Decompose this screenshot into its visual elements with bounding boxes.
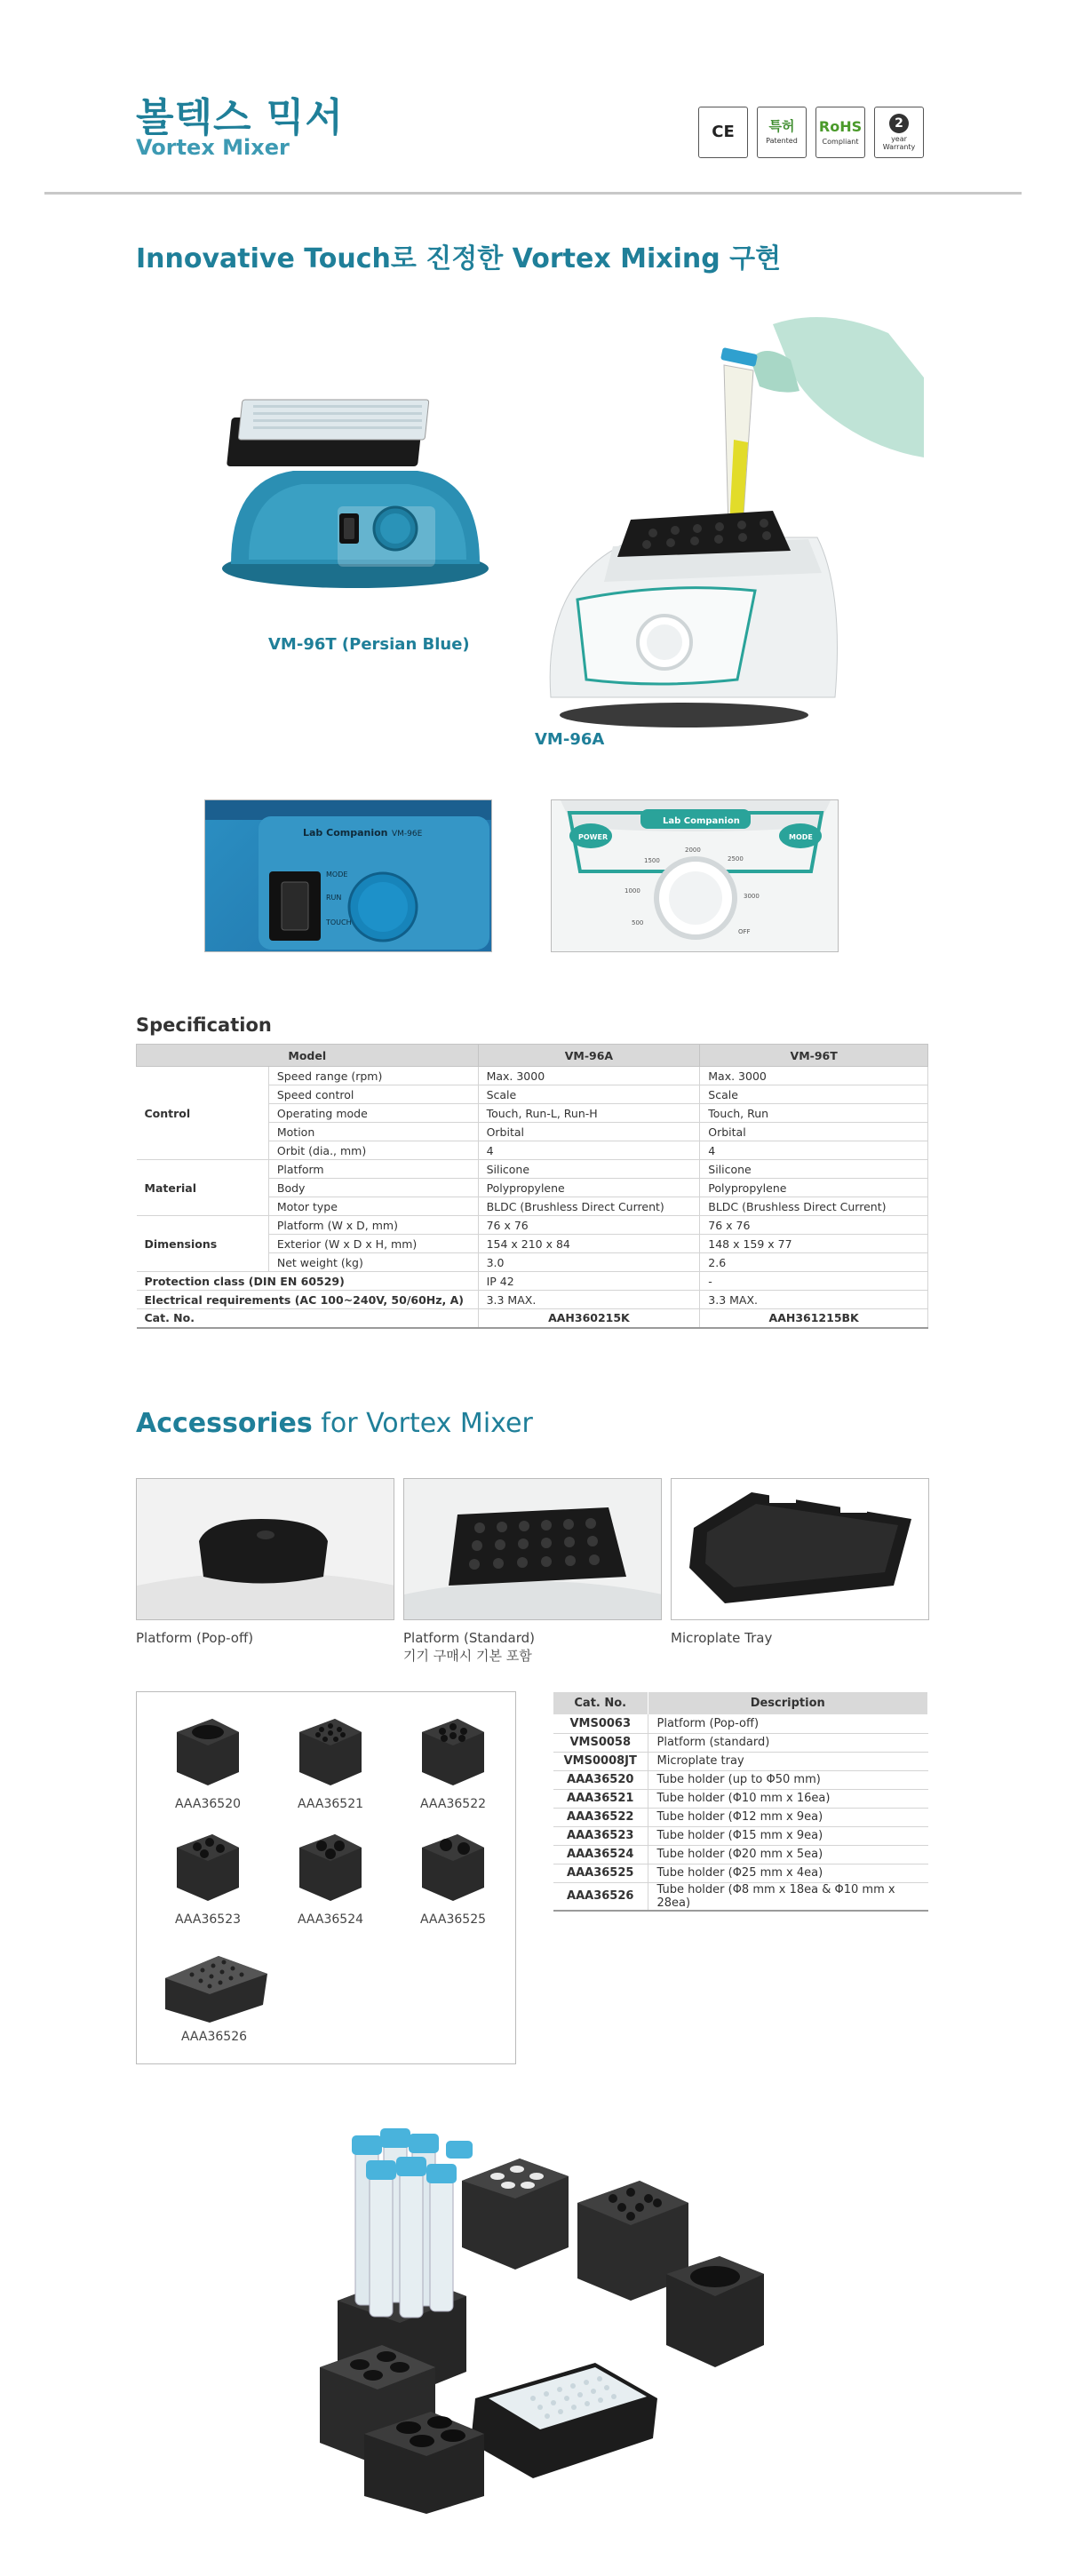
holder-group-photo — [311, 2096, 808, 2514]
dial-tick-3000: 3000 — [744, 893, 760, 900]
patented-badge-sub: Patented — [766, 137, 798, 145]
spec-cell: 4 — [478, 1141, 700, 1160]
accessories-title-bold: Accessories — [136, 1408, 313, 1439]
vm96t-label: VM-96T (Persian Blue) — [268, 635, 470, 654]
spec-cell: Exterior (W x D x H, mm) — [268, 1235, 478, 1253]
table-row — [553, 1733, 928, 1752]
table-row — [553, 1864, 928, 1882]
spec-cell: Orbital — [478, 1123, 700, 1141]
dial-tick-2000: 2000 — [685, 847, 701, 854]
spec-cell: 154 x 210 x 84 — [478, 1235, 700, 1253]
warranty-badge — [874, 107, 924, 158]
spec-cell: Platform (W x D, mm) — [268, 1216, 478, 1235]
warranty-badge-sub: year Warranty — [882, 135, 916, 151]
spec-cell: Touch, Run — [700, 1104, 928, 1123]
table-row — [553, 1789, 928, 1808]
spec-electrical-label: Electrical requirements (AC 100~240V, 50/60Hz, A) — [137, 1291, 479, 1309]
holder-label-aaa36521: AAA36521 — [297, 1797, 364, 1811]
cat-desc: Tube holder (Φ10 mm x 16ea) — [648, 1789, 928, 1808]
table-row — [553, 1714, 928, 1733]
cat-no: AAA36521 — [553, 1789, 648, 1808]
spec-cell: 2.6 — [700, 1253, 928, 1272]
table-row — [553, 1808, 928, 1826]
accessory-caption-standard: Platform (Standard) — [403, 1630, 535, 1646]
spec-cell: Speed range (rpm) — [268, 1067, 478, 1085]
spec-cell: Touch, Run-L, Run-H — [478, 1104, 700, 1123]
spec-cell: Scale — [700, 1085, 928, 1104]
cat-no: AAA36524 — [553, 1845, 648, 1864]
certification-badges — [698, 107, 924, 158]
microplate-tray-illustration — [672, 1479, 929, 1620]
detail-brand-text: Lab Companion — [303, 827, 388, 839]
panel-brand-text: Lab Companion — [663, 816, 740, 826]
cat-no: AAA36526 — [553, 1882, 648, 1911]
cat-no: AAA36520 — [553, 1770, 648, 1789]
cat-desc: Platform (Pop-off) — [648, 1714, 928, 1733]
accessory-note-standard: 기기 구매시 기본 포함 — [403, 1648, 532, 1664]
spec-cell: Silicone — [700, 1160, 928, 1179]
spec-cell: Scale — [478, 1085, 700, 1104]
table-row — [137, 1309, 928, 1328]
switch-label-mode: MODE — [326, 871, 348, 879]
spec-title: Specification — [136, 1014, 272, 1036]
spec-cell: BLDC (Brushless Direct Current) — [700, 1197, 928, 1216]
spec-cell: BLDC (Brushless Direct Current) — [478, 1197, 700, 1216]
spec-catno-vm96t: AAH361215BK — [700, 1309, 928, 1328]
headline: Innovative Touch로 진정한 Vortex Mixing 구현 — [136, 243, 782, 274]
standard-platform-illustration — [404, 1479, 662, 1620]
accessory-image-standard — [403, 1478, 662, 1620]
cat-header-no: Cat. No. — [553, 1692, 648, 1714]
holder-image-aaa36524 — [286, 1825, 375, 1905]
warranty-badge-years: 2 — [889, 114, 909, 133]
cat-header-desc: Description — [648, 1692, 928, 1714]
spec-cell: Motor type — [268, 1197, 478, 1216]
panel-mode-label: MODE — [789, 833, 813, 841]
rohs-badge-sub: Compliant — [822, 137, 859, 146]
spec-catno-label: Cat. No. — [137, 1309, 479, 1328]
dial-tick-1500: 1500 — [644, 857, 660, 864]
spec-cell: 3.0 — [478, 1253, 700, 1272]
cat-desc: Tube holder (Φ8 mm x 18ea & Φ10 mm x 28ea) — [648, 1882, 928, 1911]
spec-cell: Orbital — [700, 1123, 928, 1141]
rohs-badge-main: RoHS — [818, 117, 863, 135]
spec-table — [136, 1044, 928, 1329]
spec-cell: Net weight (kg) — [268, 1253, 478, 1272]
accessory-image-popoff — [136, 1478, 394, 1620]
page-title-english: Vortex Mixer — [136, 135, 290, 160]
vm96t-detail-photo — [204, 799, 492, 952]
spec-cell: Platform — [268, 1160, 478, 1179]
holder-image-aaa36526 — [156, 1943, 272, 2027]
table-row — [137, 1216, 928, 1235]
holder-label-aaa36524: AAA36524 — [297, 1912, 364, 1927]
holder-image-aaa36522 — [409, 1710, 497, 1790]
cat-no: VMS0058 — [553, 1733, 648, 1752]
spec-cell: - — [700, 1272, 928, 1291]
cat-desc: Tube holder (Φ20 mm x 5ea) — [648, 1845, 928, 1864]
accessory-caption-tray: Microplate Tray — [671, 1630, 773, 1646]
spec-cell: IP 42 — [478, 1272, 700, 1291]
accessory-caption-popoff: Platform (Pop-off) — [136, 1630, 254, 1646]
dial-tick-1000: 1000 — [624, 887, 640, 894]
spec-cell: 76 x 76 — [478, 1216, 700, 1235]
spec-group-material: Material — [137, 1160, 269, 1216]
table-row — [553, 1752, 928, 1770]
ce-badge — [698, 107, 748, 158]
spec-cell: 76 x 76 — [700, 1216, 928, 1235]
popoff-platform-illustration — [137, 1479, 394, 1620]
patented-badge-main: 특허 — [768, 118, 795, 134]
holder-label-aaa36525: AAA36525 — [419, 1912, 487, 1927]
table-row — [553, 1770, 928, 1789]
spec-cell: Max. 3000 — [700, 1067, 928, 1085]
cat-no: AAA36523 — [553, 1826, 648, 1845]
holder-image-aaa36523 — [163, 1825, 252, 1905]
table-row — [553, 1826, 928, 1845]
detail-model-text: VM-96E — [392, 830, 423, 839]
dial-tick-2500: 2500 — [728, 855, 744, 863]
cat-no: VMS0008JT — [553, 1752, 648, 1770]
holder-label-aaa36523: AAA36523 — [174, 1912, 242, 1927]
cat-desc: Tube holder (Φ15 mm x 9ea) — [648, 1826, 928, 1845]
table-row — [137, 1160, 928, 1179]
dial-tick-500: 500 — [632, 919, 644, 926]
table-row — [553, 1882, 928, 1911]
holder-image-aaa36525 — [409, 1825, 497, 1905]
spec-group-control: Control — [137, 1067, 269, 1160]
vm96t-detail-illustration — [205, 800, 492, 952]
rohs-badge — [815, 107, 865, 158]
holder-image-aaa36521 — [286, 1710, 375, 1790]
cat-no: AAA36525 — [553, 1864, 648, 1882]
vm96a-label: VM-96A — [535, 730, 605, 749]
header-divider — [44, 192, 1022, 195]
dial-tick-off: OFF — [738, 928, 751, 935]
spec-cell: Orbit (dia., mm) — [268, 1141, 478, 1160]
spec-cell: 4 — [700, 1141, 928, 1160]
panel-power-label: POWER — [578, 833, 609, 841]
spec-header-model: Model — [137, 1045, 479, 1067]
accessories-title-rest: for Vortex Mixer — [312, 1408, 533, 1439]
spec-cell: Body — [268, 1179, 478, 1197]
spec-cell: Polypropylene — [700, 1179, 928, 1197]
spec-cell: Motion — [268, 1123, 478, 1141]
holder-label-aaa36526: AAA36526 — [180, 2030, 248, 2044]
spec-cell: Max. 3000 — [478, 1067, 700, 1085]
cat-desc: Microplate tray — [648, 1752, 928, 1770]
cat-desc: Tube holder (up to Φ50 mm) — [648, 1770, 928, 1789]
spec-cell: Operating mode — [268, 1104, 478, 1123]
vm96t-product-image — [213, 382, 497, 595]
vm96a-product-image — [533, 306, 924, 733]
accessories-cat-table — [553, 1692, 928, 1912]
cat-desc: Tube holder (Φ25 mm x 4ea) — [648, 1864, 928, 1882]
switch-label-touch: TOUCH — [326, 918, 352, 926]
holder-label-aaa36520: AAA36520 — [174, 1797, 242, 1811]
spec-cell: Silicone — [478, 1160, 700, 1179]
spec-catno-vm96a: AAH360215K — [478, 1309, 700, 1328]
spec-cell: 3.3 MAX. — [700, 1291, 928, 1309]
spec-cell: Polypropylene — [478, 1179, 700, 1197]
spec-cell: Speed control — [268, 1085, 478, 1104]
vm96a-detail-photo — [551, 799, 839, 952]
table-row — [137, 1067, 928, 1085]
spec-protection-label: Protection class (DIN EN 60529) — [137, 1272, 479, 1291]
cat-no: VMS0063 — [553, 1714, 648, 1733]
table-row — [553, 1845, 928, 1864]
spec-header-vm96t: VM-96T — [700, 1045, 928, 1067]
holder-image-aaa36520 — [163, 1710, 252, 1790]
tube-holder-grid — [136, 1691, 516, 2064]
cat-desc: Platform (standard) — [648, 1733, 928, 1752]
spec-group-dimensions: Dimensions — [137, 1216, 269, 1272]
ce-badge-text: CE — [712, 123, 735, 141]
cat-no: AAA36522 — [553, 1808, 648, 1826]
holder-label-aaa36522: AAA36522 — [419, 1797, 487, 1811]
patented-badge — [757, 107, 807, 158]
page-title-korean: 볼텍스 믹서 — [136, 95, 344, 140]
spec-cell: 3.3 MAX. — [478, 1291, 700, 1309]
spec-cell: 148 x 159 x 77 — [700, 1235, 928, 1253]
switch-label-run: RUN — [326, 894, 342, 902]
vm96a-detail-illustration — [552, 800, 839, 952]
accessory-image-tray — [671, 1478, 929, 1620]
table-row — [137, 1272, 928, 1291]
cat-desc: Tube holder (Φ12 mm x 9ea) — [648, 1808, 928, 1826]
spec-header-vm96a: VM-96A — [478, 1045, 700, 1067]
accessories-title — [136, 1408, 533, 1439]
table-row — [137, 1291, 928, 1309]
